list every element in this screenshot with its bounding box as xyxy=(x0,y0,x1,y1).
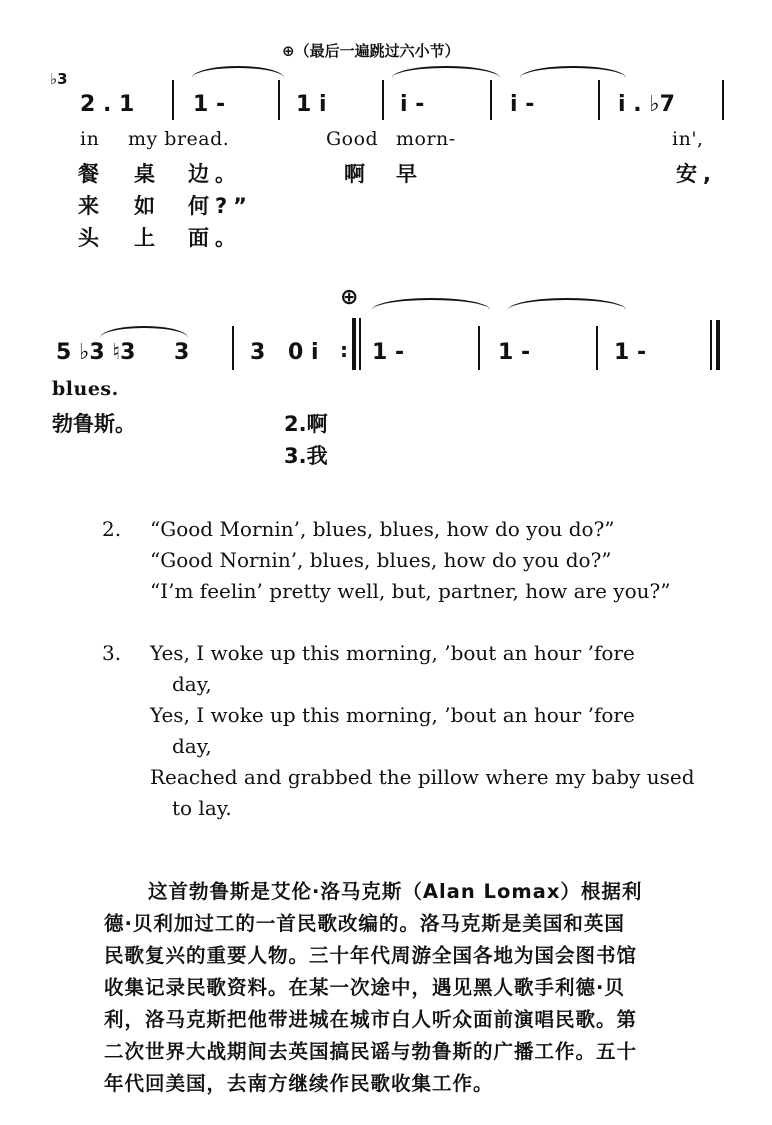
measure-notes: 3 xyxy=(250,340,266,365)
verse-line: “I’m feelin’ pretty well, but, partner, how are you?” xyxy=(150,579,671,603)
lyric-cn: 边。 xyxy=(188,162,242,186)
verse-line: Yes, I woke up this morning, ’bout an hour ’fore xyxy=(150,641,635,665)
bar-line xyxy=(172,80,174,120)
commentary-line: 收集记录民歌资料。在某一次途中，遇见黑人歌手利德·贝 xyxy=(104,976,625,999)
lyric-cn: 何?” xyxy=(188,194,253,218)
lyric-cn: 啊 xyxy=(344,162,371,186)
verse-number: 2. xyxy=(102,517,122,541)
final-bar xyxy=(716,320,720,370)
lyric-cn: 勃鲁斯。 xyxy=(52,412,136,436)
repeat-colon: : xyxy=(340,338,348,362)
verse-line: “Good Mornin’, blues, blues, how do you do?” xyxy=(150,517,615,541)
measure-notes: i . ♭7 xyxy=(618,92,675,117)
verse-line: day, xyxy=(172,672,212,696)
lyric-word: morn- xyxy=(396,128,456,150)
slur-mark xyxy=(520,66,626,78)
bar-line xyxy=(382,80,384,120)
lyric-word: in xyxy=(80,128,100,150)
slur-mark xyxy=(372,298,490,310)
ending-2-label: 2.啊 xyxy=(284,412,328,436)
lyric-cn: 头 xyxy=(78,226,105,250)
bar-line xyxy=(596,326,598,370)
measure-notes: 5 ♭3 ♮3 xyxy=(56,340,136,365)
final-bar xyxy=(710,320,712,370)
lyric-cn: 上 xyxy=(134,226,161,250)
double-bar xyxy=(352,318,356,370)
commentary-line: 德·贝利加过工的一首民歌改编的。洛马克斯是美国和英国 xyxy=(104,912,625,935)
commentary-line: 这首勃鲁斯是艾伦·洛马克斯（Alan Lomax）根据利 xyxy=(148,880,643,903)
measure-notes: 1 i xyxy=(296,92,327,117)
measure-notes: 3 xyxy=(174,340,190,365)
bar-line xyxy=(722,80,724,120)
verse-line: Reached and grabbed the pillow where my baby used xyxy=(150,765,695,789)
slur-mark xyxy=(508,298,626,310)
coda-symbol: ⊕ xyxy=(340,285,359,310)
measure-notes: 1 - xyxy=(614,340,647,365)
verse-line: day, xyxy=(172,734,212,758)
commentary-line: 利，洛马克斯把他带进城在城市白人听众面前演唱民歌。第 xyxy=(104,1008,638,1031)
lyric-word: Good xyxy=(326,128,379,150)
key-signature: ♭3 xyxy=(50,70,68,88)
bar-line xyxy=(232,326,234,370)
measure-notes: 1 - xyxy=(193,92,226,117)
measure-notes: 2 . 1 xyxy=(80,92,135,117)
measure-notes: 1 - xyxy=(372,340,405,365)
lyric-cn: 安, xyxy=(676,162,717,186)
lyric-word: in', xyxy=(672,128,704,150)
verse-line: to lay. xyxy=(172,796,232,820)
lyric-cn: 来 xyxy=(78,194,105,218)
lyric-cn: 早 xyxy=(396,162,423,186)
verse-line: Yes, I woke up this morning, ’bout an hour ’fore xyxy=(150,703,635,727)
ending-3-label: 3.我 xyxy=(284,444,328,468)
slur-mark xyxy=(192,66,284,78)
measure-notes: 0 i xyxy=(288,340,319,365)
slur-mark xyxy=(100,326,188,338)
bar-line xyxy=(278,80,280,120)
measure-notes: 1 - xyxy=(498,340,531,365)
double-bar xyxy=(359,318,361,370)
bar-line xyxy=(478,326,480,370)
lyric-cn: 面。 xyxy=(188,226,242,250)
commentary-line: 年代回美国，去南方继续作民歌收集工作。 xyxy=(104,1072,494,1095)
commentary-line: 二次世界大战期间去英国搞民谣与勃鲁斯的广播工作。五十 xyxy=(104,1040,638,1063)
bar-line xyxy=(598,80,600,120)
lyric-cn: 如 xyxy=(134,194,161,218)
lyric-word: blues. xyxy=(52,378,119,400)
coda-instruction: ⊕（最后一遍跳过六小节） xyxy=(282,42,460,60)
lyric-cn: 桌 xyxy=(134,162,161,186)
bar-line xyxy=(490,80,492,120)
lyric-word: my bread. xyxy=(128,128,230,150)
measure-notes: i - xyxy=(510,92,535,117)
verse-number: 3. xyxy=(102,641,122,665)
measure-notes: i - xyxy=(400,92,425,117)
lyric-cn: 餐 xyxy=(78,162,105,186)
commentary-line: 民歌复兴的重要人物。三十年代周游全国各地为国会图书馆 xyxy=(104,944,638,967)
slur-mark xyxy=(392,66,500,78)
verse-line: “Good Nornin’, blues, blues, how do you do?” xyxy=(150,548,612,572)
